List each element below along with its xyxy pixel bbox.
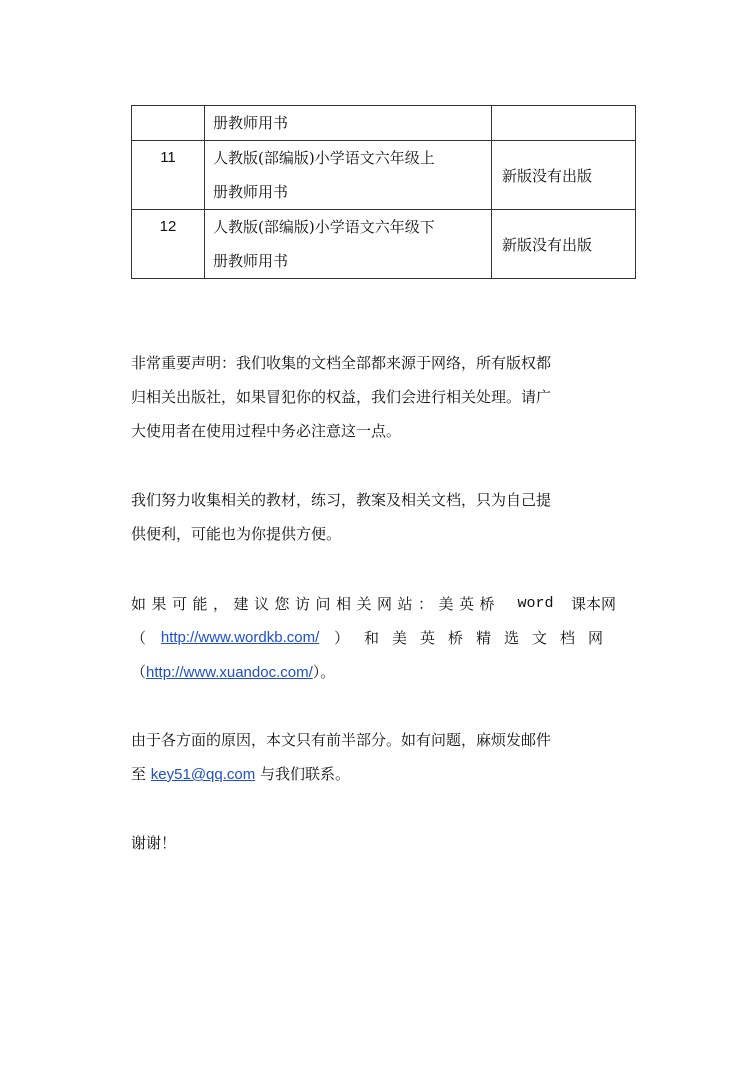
wordkb-link[interactable]: http://www.wordkb.com/ [160,629,320,646]
book-note: 新版没有出版 [492,210,636,279]
book-title-line: 册教师用书 [213,114,289,132]
statement-line: 归相关出版社，如果冒犯你的权益，我们会进行相关处理。请广 [131,388,552,406]
visit-suffix: 课本网 [570,595,616,613]
open-paren: （ [131,629,147,647]
table-row [132,106,636,141]
visit-mid: 和美英桥精选文档网 [363,629,616,647]
contact-line-2 [131,757,616,792]
row-number-text: 11 [160,149,176,166]
row-number [132,141,205,210]
book-title-line: 册教师用书 [213,183,289,201]
effort-line: 我们努力收集相关的教材，练习，教案及相关文档，只为自己提 [131,491,552,509]
book-note [492,106,636,141]
book-title [205,141,492,210]
book-note: 新版没有出版 [492,141,636,210]
book-title-line: 人教版(部编版)小学语文六年级下 [213,218,435,236]
row-number [132,106,205,141]
effort-paragraph [131,483,616,551]
word-label: word [517,595,554,612]
copyright-statement [131,346,616,448]
thanks-text: 谢谢！ [131,834,177,852]
table-row [132,210,636,279]
contact-prefix: 至 [131,765,147,783]
row-number [132,210,205,279]
effort-line: 供便利，可能也为你提供方便。 [131,525,342,543]
xuandoc-link[interactable]: http://www.xuandoc.com/ [146,664,313,681]
visit-line-3 [131,655,616,690]
visit-prefix: 如果可能，建议您访问相关网站：美英桥 [131,595,501,613]
contact-paragraph [131,723,616,792]
visit-end: ）。 [312,663,336,681]
statement-line: 大使用者在使用过程中务必注意这一点。 [131,422,402,440]
visit-paragraph [131,587,616,690]
row-number-text: 12 [159,218,177,235]
book-title [205,106,492,141]
visit-line-2 [131,621,616,655]
visit-line-1 [131,587,616,621]
contact-line: 由于各方面的原因，本文只有前半部分。如有问题，麻烦发邮件 [131,731,552,749]
contact-suffix: 与我们联系。 [260,765,351,783]
book-title-line: 人教版(部编版)小学语文六年级上 [213,149,435,167]
book-title [205,210,492,279]
email-link[interactable]: key51@qq.com [150,766,256,783]
statement-line: 非常重要声明：我们收集的文档全部都来源于网络，所有版权都 [131,354,552,372]
open-paren-2: （ [131,663,147,681]
table-row [132,141,636,210]
close-paren: ） [334,629,350,647]
book-title-line: 册教师用书 [213,252,289,270]
book-table [131,105,636,279]
